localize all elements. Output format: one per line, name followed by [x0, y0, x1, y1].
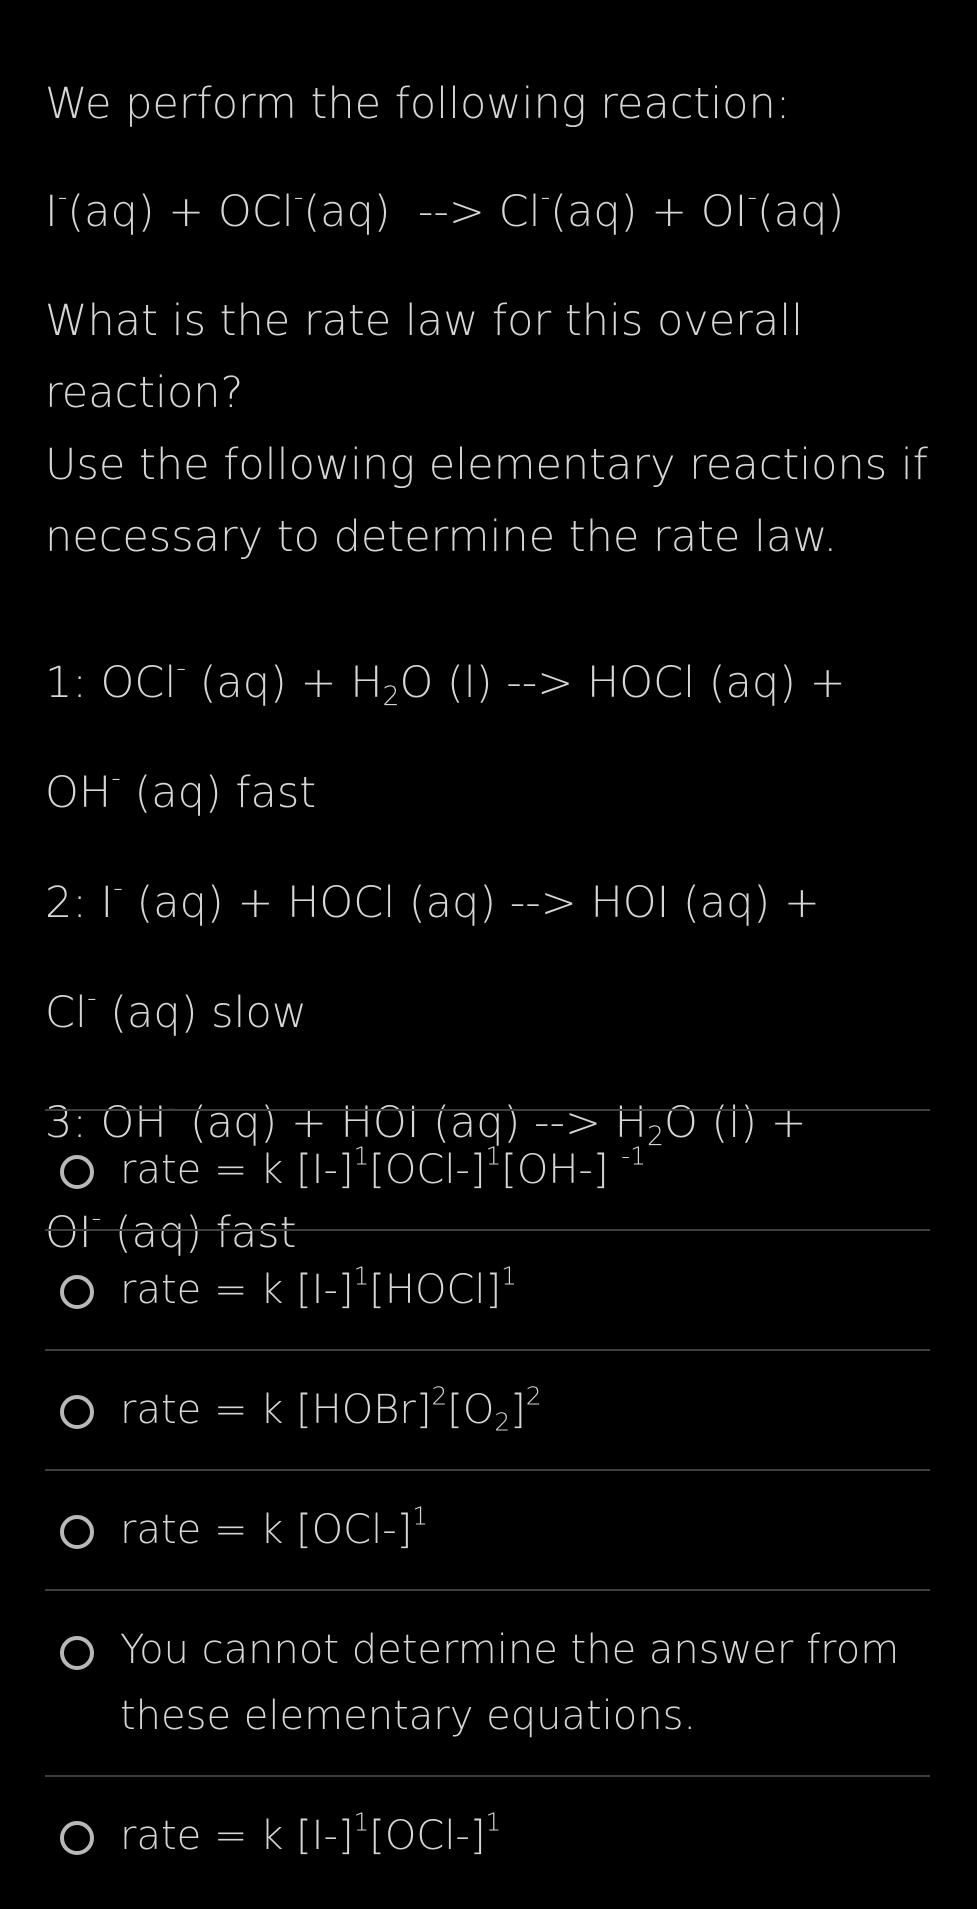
subscript: 2	[382, 680, 400, 712]
step-1-line-1	[45, 647, 846, 719]
text: O (l) --> HOCl (aq) +	[399, 658, 846, 708]
text: rate = k [I-]	[120, 1267, 354, 1313]
reactant-hypochlorite: OCl	[217, 187, 294, 237]
state: (aq) +	[67, 187, 218, 237]
radio-button[interactable]	[60, 1155, 94, 1189]
exponent: 1	[353, 1807, 370, 1837]
text: You cannot determine the answer from	[120, 1627, 900, 1673]
text: (aq) + HOCl (aq) --> HOI (aq) +	[122, 878, 820, 928]
text: these elementary equations.	[120, 1693, 697, 1739]
state: (aq) +	[550, 187, 701, 237]
text: O (l) +	[664, 1098, 807, 1148]
answer-option-6[interactable]	[45, 1775, 930, 1895]
charge: -	[176, 653, 186, 685]
text: 2: I	[45, 878, 114, 928]
option-label[interactable]	[120, 1137, 646, 1203]
text: (aq) fast	[120, 768, 317, 818]
option-label[interactable]	[120, 1497, 428, 1563]
text: 3: OH	[45, 1098, 167, 1148]
text: (aq) + H	[185, 658, 383, 708]
text: [OCl-]	[369, 1813, 486, 1859]
radio-button[interactable]	[60, 1821, 94, 1855]
radio-button[interactable]	[60, 1515, 94, 1549]
exponent: 1	[412, 1501, 429, 1531]
state: (aq)	[756, 187, 845, 237]
prompt-line: Use the following elementary reactions if	[45, 440, 928, 490]
text: 1: OCl	[45, 658, 177, 708]
exponent: 1	[353, 1261, 370, 1291]
option-label[interactable]	[120, 1257, 517, 1323]
option-label[interactable]	[120, 1617, 899, 1749]
text: rate = k [I-]	[120, 1813, 354, 1859]
text: Cl	[45, 988, 87, 1038]
charge: -	[111, 763, 121, 795]
prompt-line: necessary to determine the rate law.	[45, 512, 838, 562]
exponent: 1	[501, 1261, 517, 1291]
charge: -	[113, 873, 123, 905]
prompt-line: reaction?	[45, 368, 244, 418]
text: ]	[510, 1387, 526, 1433]
question-prompt	[45, 285, 928, 573]
answer-option-1[interactable]	[45, 1109, 930, 1229]
exponent: 1	[485, 1807, 502, 1837]
text: OH	[45, 768, 112, 818]
prompt-line: What is the rate law for this overall	[45, 296, 804, 346]
exponent: 1	[485, 1141, 502, 1171]
product-chloride: Cl	[498, 187, 541, 237]
exponent: 2	[525, 1381, 542, 1411]
text: (aq) slow	[96, 988, 307, 1038]
text: [OH-]	[501, 1147, 622, 1193]
text: [O	[447, 1387, 495, 1433]
answer-options	[45, 1109, 930, 1895]
product-hypoiodite: OI	[700, 187, 748, 237]
subscript: 2	[494, 1407, 511, 1437]
radio-button[interactable]	[60, 1636, 94, 1670]
option-label[interactable]	[120, 1803, 501, 1869]
answer-option-4[interactable]	[45, 1469, 930, 1589]
exponent: -1	[621, 1141, 646, 1171]
text: [OCl-]	[369, 1147, 486, 1193]
charge: -	[166, 1093, 177, 1125]
overall-reaction	[45, 176, 844, 248]
step-2-line-2	[45, 977, 846, 1049]
charge: -	[91, 1203, 102, 1235]
step-1-line-2	[45, 757, 846, 829]
text: OI	[45, 1208, 92, 1258]
radio-button[interactable]	[60, 1275, 94, 1309]
charge: -	[540, 182, 551, 214]
state: (aq) -->	[303, 187, 499, 237]
text: rate = k [HOBr]	[120, 1387, 432, 1433]
text: rate = k [OCl-]	[120, 1507, 413, 1553]
question-intro: We perform the following reaction:	[45, 79, 791, 129]
option-label[interactable]	[120, 1377, 542, 1443]
text: rate = k [I-]	[120, 1147, 354, 1193]
charge: -	[293, 182, 304, 214]
charge: -	[57, 182, 68, 214]
radio-button[interactable]	[60, 1395, 94, 1429]
charge: -	[747, 182, 757, 214]
exponent: 2	[431, 1381, 448, 1411]
subscript: 2	[647, 1120, 664, 1152]
charge: -	[86, 983, 97, 1015]
step-2-line-1	[45, 867, 846, 939]
text: [HOCl]	[369, 1267, 502, 1313]
reactant-iodide: I	[45, 187, 58, 237]
answer-option-2[interactable]	[45, 1229, 930, 1349]
answer-option-3[interactable]	[45, 1349, 930, 1469]
exponent: 1	[353, 1141, 370, 1171]
text: (aq) fast	[101, 1208, 297, 1258]
answer-option-5[interactable]	[45, 1589, 930, 1775]
text: (aq) + HOI (aq) --> H	[176, 1098, 648, 1148]
